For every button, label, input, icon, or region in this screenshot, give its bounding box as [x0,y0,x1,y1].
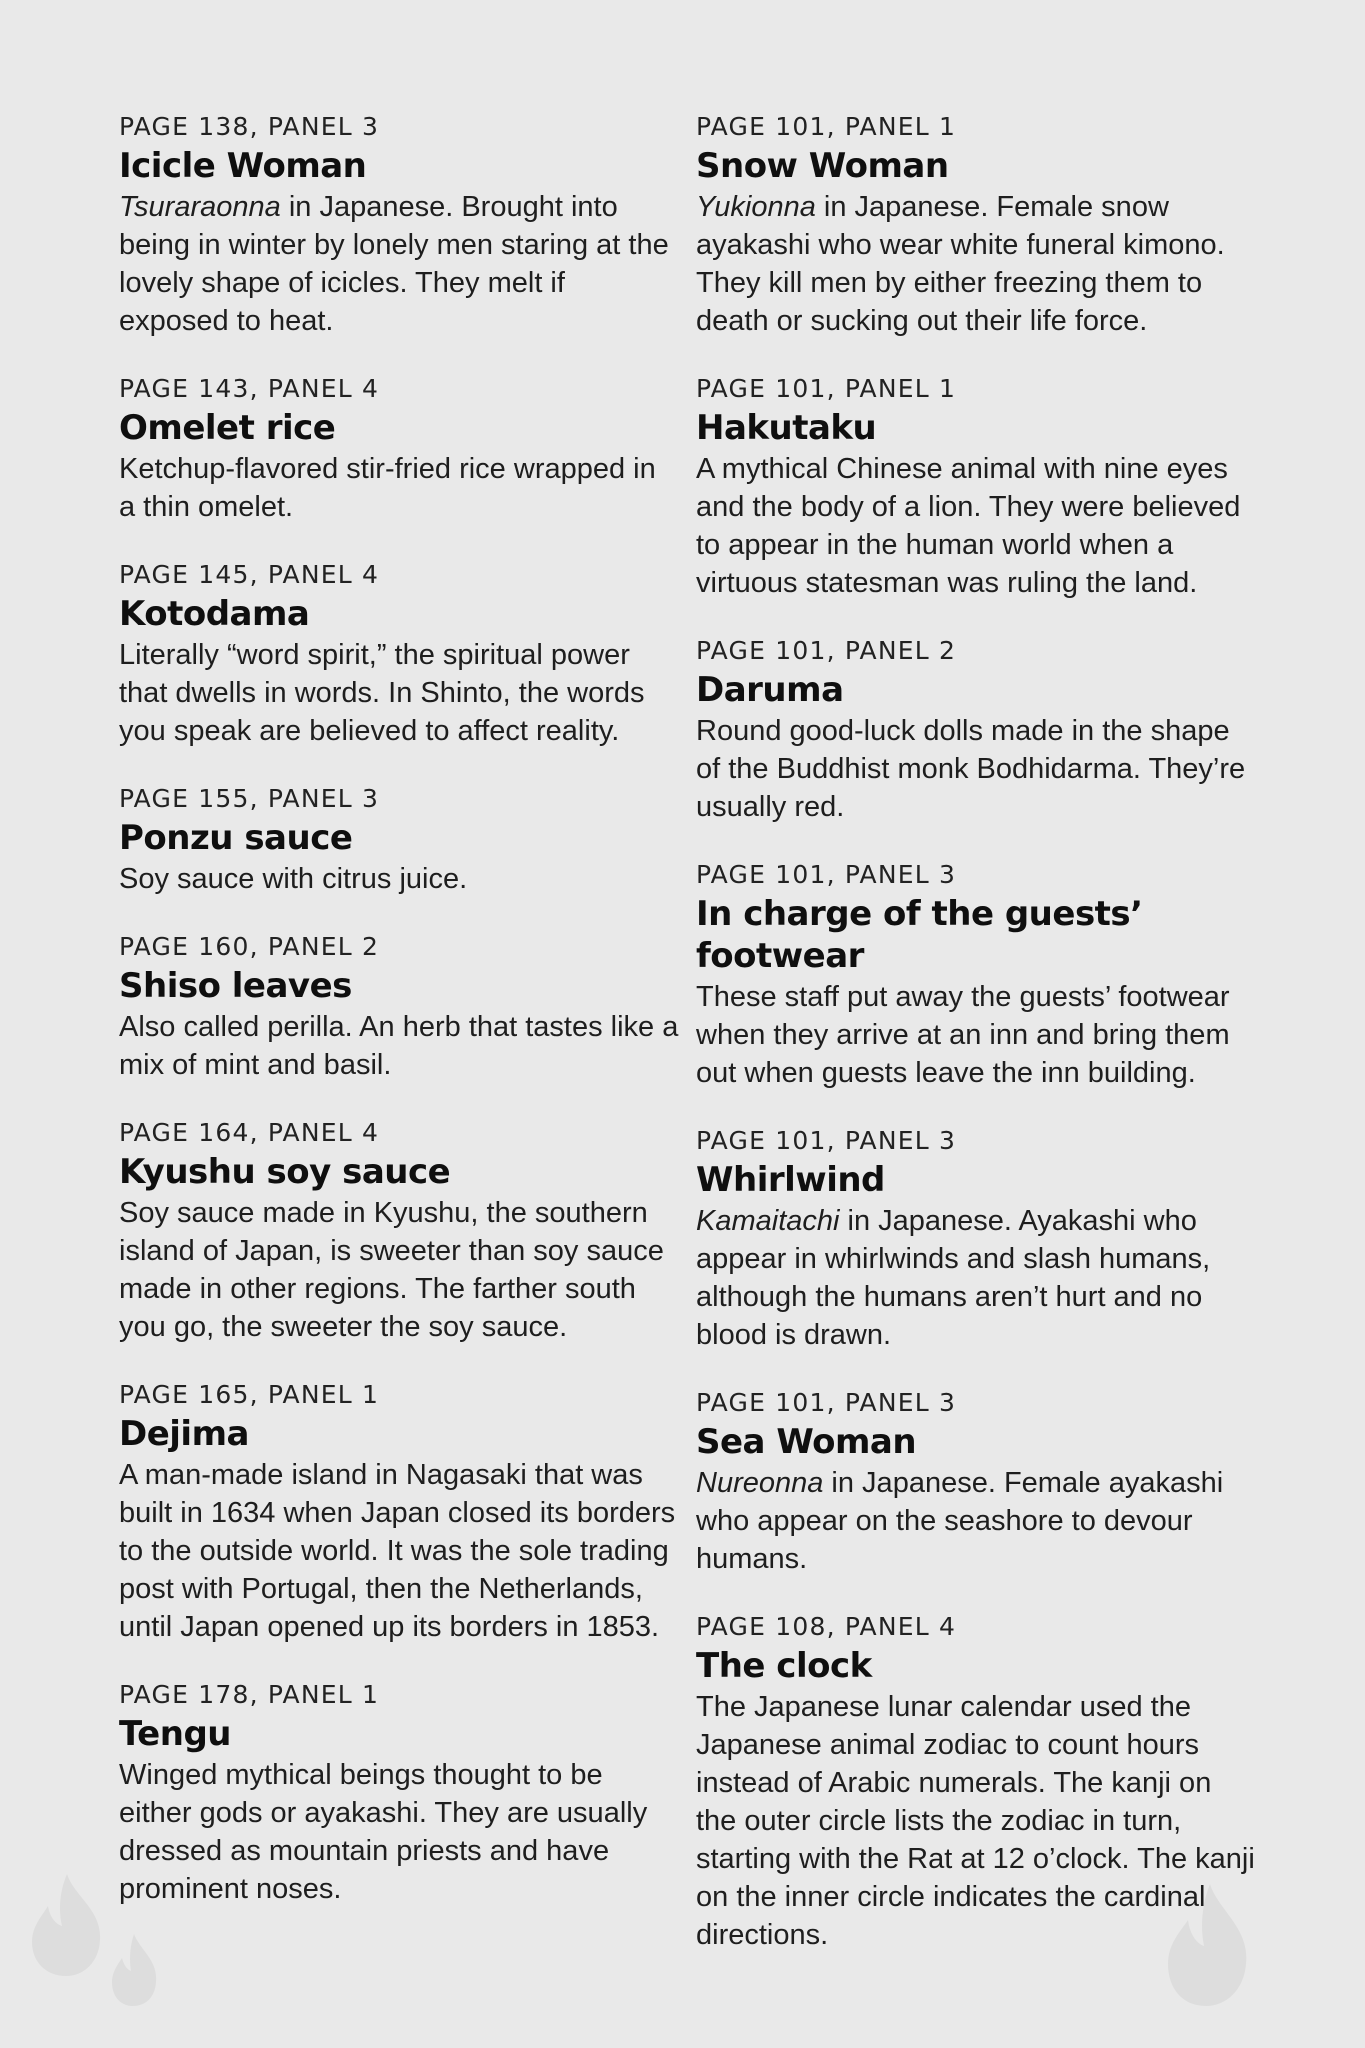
glossary-entry [119,373,679,526]
description-text: in Japanese. Brought into being in winter by lonely men staring at the lovely shape of icicles. They melt if exposed to heat. [119,191,669,337]
japanese-term: Kamaitachi [696,1205,840,1237]
description-text: in Japanese. Female ayakashi who appear on the seashore to devour humans. [696,1467,1224,1575]
term-description: Ketchup-flavored stir-fried rice wrapped in a thin omelet. [119,453,656,523]
term-description: Winged mythical beings thought to be either gods or ayakashi. They are usually dressed as mountain priests and have prominent noses. [119,1759,648,1905]
flame-icon [1160,1880,1256,2010]
term-heading: Kyushu soy sauce [119,1152,451,1192]
term-heading: Daruma [696,670,844,710]
term-description [696,1202,1256,1354]
page-reference: PAGE 155, PANEL 3 [119,784,380,813]
glossary-entry [119,1679,679,1908]
page-reference: PAGE 101, PANEL 3 [696,1388,957,1417]
glossary-entry [119,931,679,1084]
page-reference: PAGE 164, PANEL 4 [119,1118,380,1147]
page-reference: PAGE 138, PANEL 3 [119,112,380,141]
glossary-entry [696,859,1256,1092]
term-heading: Whirlwind [696,1160,885,1200]
term-description [696,188,1256,340]
glossary-entry [119,559,679,750]
page-reference: PAGE 165, PANEL 1 [119,1380,380,1409]
term-heading: Ponzu sauce [119,818,353,858]
term-description: Soy sauce with citrus juice. [119,863,468,895]
term-heading: Snow Woman [696,146,949,186]
glossary-entry [119,1117,679,1346]
term-description: A man-made island in Nagasaki that was built in 1634 when Japan closed its borders to the outside world. It was the sole trading post with Portugal, then the Netherlands, until Japan opened up its borders in 1853. [119,1459,676,1643]
term-heading: Icicle Woman [119,146,367,186]
term-description: The Japanese lunar calendar used the Japanese animal zodiac to count hours instead of Arabic numerals. The kanji on the outer circle lists the zodiac in turn, starting with the Rat at 12 o’clock. The kanji on the inner circle indicates the cardinal directions. [696,1691,1255,1951]
flame-icon [22,1870,112,1980]
page-reference: PAGE 143, PANEL 4 [119,374,380,403]
term-heading: In charge of the guests’ footwear [696,894,1143,976]
glossary-entry [119,1379,679,1646]
page-reference: PAGE 160, PANEL 2 [119,932,380,961]
page-reference: PAGE 145, PANEL 4 [119,560,380,589]
glossary-entry [696,1387,1256,1578]
term-heading: Dejima [119,1414,249,1454]
glossary-left-column [119,111,679,1941]
glossary-right-column [696,111,1256,1987]
term-heading: Kotodama [119,594,310,634]
glossary-entry [696,373,1256,602]
page-reference: PAGE 101, PANEL 3 [696,1126,957,1155]
page-reference: PAGE 108, PANEL 4 [696,1612,957,1641]
description-text: in Japanese. Female snow ayakashi who wear white funeral kimono. They kill men by either freezing them to death or sucking out their life force. [696,191,1225,337]
page-reference: PAGE 178, PANEL 1 [119,1680,380,1709]
page-reference: PAGE 101, PANEL 1 [696,374,957,403]
glossary-entry [119,783,679,898]
term-description: Also called perilla. An herb that tastes like a mix of mint and basil. [119,1011,679,1081]
term-heading: Shiso leaves [119,966,352,1006]
term-description: A mythical Chinese animal with nine eyes and the body of a lion. They were believed to appear in the human world when a virtuous statesman was ruling the land. [696,453,1241,599]
term-description: Literally “word spirit,” the spiritual power that dwells in words. In Shinto, the words you speak are believed to affect reality. [119,639,645,747]
description-text: in Japanese. Ayakashi who appear in whirlwinds and slash humans, although the humans aren’t hurt and no blood is drawn. [696,1205,1211,1351]
term-heading: Omelet rice [119,408,336,448]
term-heading: The clock [696,1646,872,1686]
page-reference: PAGE 101, PANEL 2 [696,636,957,665]
japanese-term: Yukionna [696,191,816,223]
term-heading: Tengu [119,1714,231,1754]
glossary-entry [696,1125,1256,1354]
glossary-entry [696,635,1256,826]
flame-icon [104,1930,164,2010]
term-description [119,188,679,340]
japanese-term: Nureonna [696,1467,824,1499]
glossary-entry [119,111,679,340]
term-description: These staff put away the guests’ footwear when they arrive at an inn and bring them out when guests leave the inn building. [696,981,1230,1089]
term-description: Round good-luck dolls made in the shape of the Buddhist monk Bodhidarma. They’re usually red. [696,715,1246,823]
japanese-term: Tsuraraonna [119,191,281,223]
glossary-entry [696,111,1256,340]
term-description: Soy sauce made in Kyushu, the southern island of Japan, is sweeter than soy sauce made in other regions. The farther south you go, the sweeter the soy sauce. [119,1197,664,1343]
page-reference: PAGE 101, PANEL 3 [696,860,957,889]
term-heading: Sea Woman [696,1422,917,1462]
term-description [696,1464,1256,1578]
page-reference: PAGE 101, PANEL 1 [696,112,957,141]
term-heading: Hakutaku [696,408,877,448]
